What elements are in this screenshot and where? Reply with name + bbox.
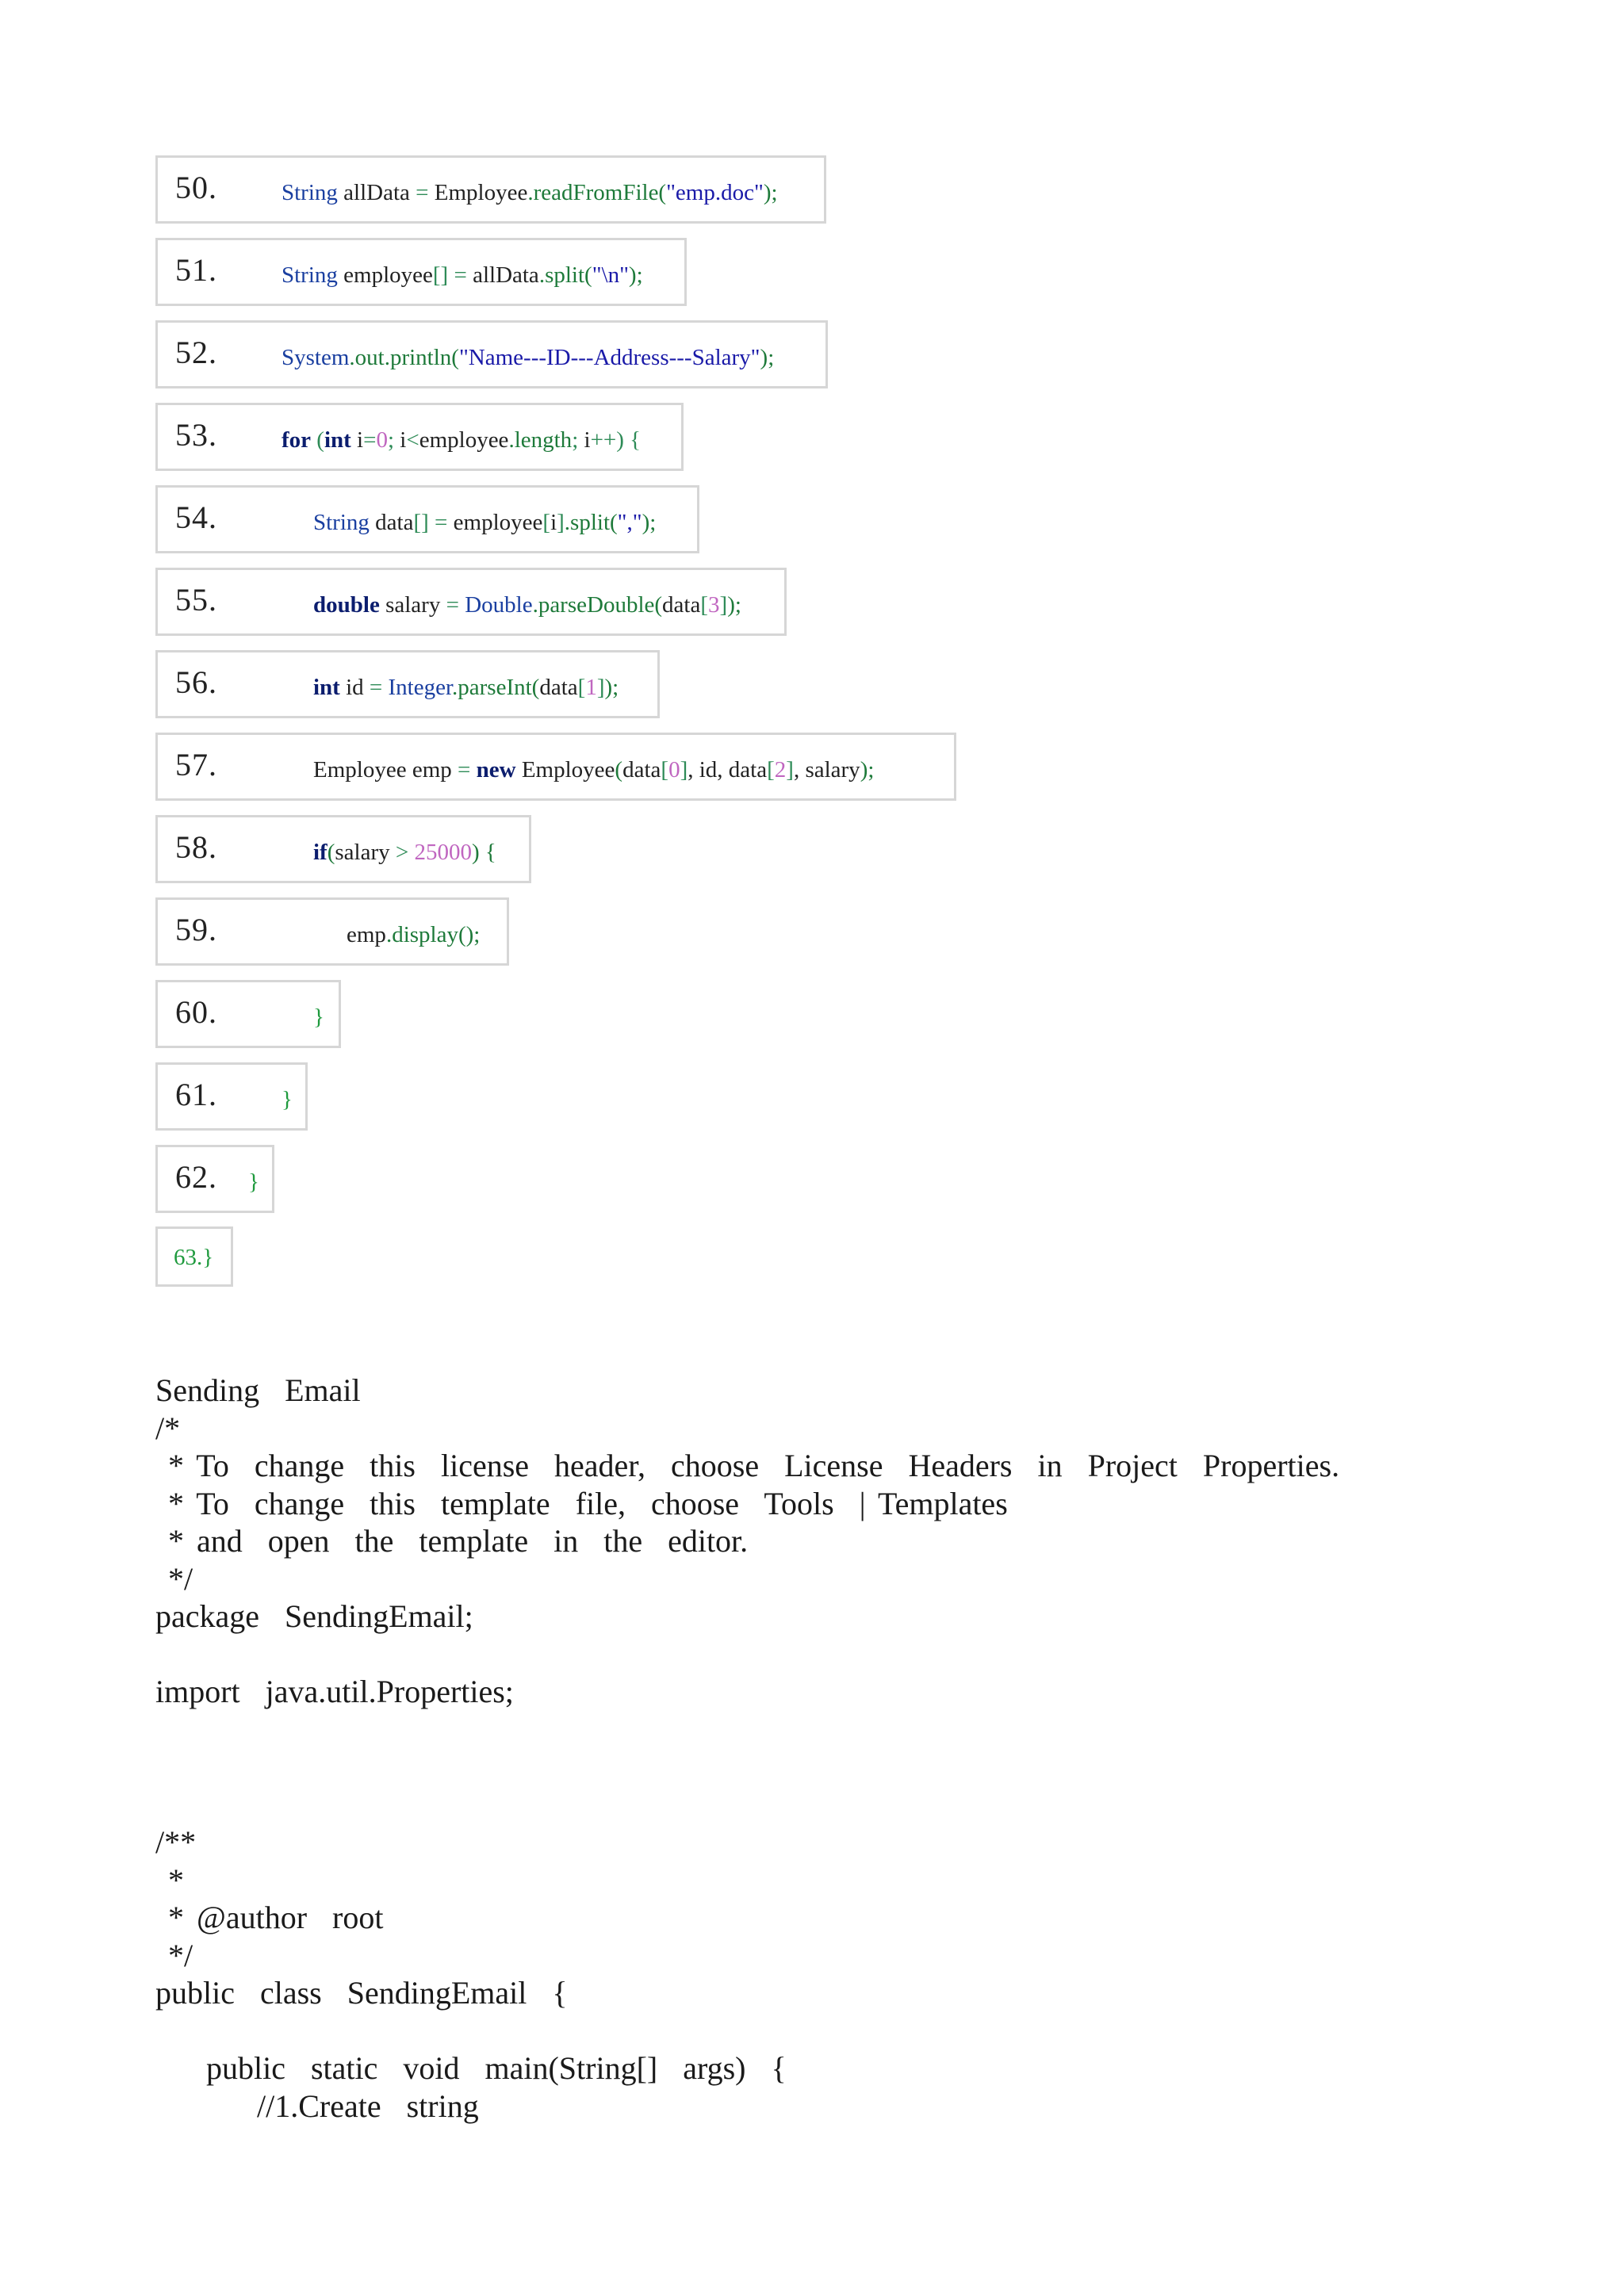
code-token: ]: [680, 757, 688, 783]
code-token: );: [628, 262, 643, 288]
doc-line: [155, 1711, 1503, 1749]
code-token: for: [282, 427, 312, 453]
code-line-63-text: 63.}: [174, 1245, 214, 1270]
code-token: 25000: [414, 840, 472, 865]
code-token: i: [394, 427, 407, 453]
code-token: , id, data: [688, 757, 768, 783]
code-token: [: [700, 592, 709, 618]
code-token: ]: [557, 510, 565, 535]
code-token: System: [282, 345, 350, 370]
code-token: Employee emp: [313, 757, 458, 783]
doc-line: /*: [155, 1410, 181, 1446]
code-token: [: [767, 757, 775, 783]
code-token: data: [369, 510, 414, 535]
code-token: (: [615, 757, 623, 783]
code-text: [313, 756, 874, 784]
code-token: <: [406, 427, 419, 453]
code-token: i: [350, 427, 364, 453]
doc-line: * and open the template in the editor.: [155, 1523, 749, 1559]
code-token: salary: [335, 840, 396, 865]
code-token: data: [539, 675, 578, 700]
code-token: ;: [572, 427, 579, 453]
code-token: Employee: [515, 757, 615, 783]
line-number: 57.: [175, 747, 217, 783]
code-text: [282, 178, 778, 207]
code-token: , salary: [793, 757, 860, 783]
code-token: emp: [347, 922, 386, 947]
code-token: id: [339, 675, 370, 700]
code-token: int: [324, 427, 351, 453]
code-line-51: [155, 238, 687, 306]
code-token: =: [435, 510, 448, 535]
code-line-50: [155, 155, 826, 224]
code-token: (: [327, 840, 335, 865]
code-text: [313, 1003, 324, 1031]
doc-line: [155, 1636, 1503, 1674]
line-number: 60.: [175, 994, 217, 1030]
code-token: []: [413, 510, 429, 535]
code-token: .length: [508, 427, 573, 453]
code-text: [313, 838, 496, 867]
doc-line: [155, 1748, 1503, 1786]
doc-line: [155, 1786, 1503, 1824]
code-token: ]: [786, 757, 794, 783]
code-token: =: [458, 757, 471, 783]
doc-line: * @author root: [155, 1900, 384, 1935]
code-token: ++) {: [590, 427, 642, 453]
code-text: [282, 343, 774, 372]
code-token: );: [760, 345, 775, 370]
code-token: allData: [466, 262, 539, 288]
doc-line: */: [155, 1560, 193, 1597]
code-token: }: [282, 1087, 293, 1112]
code-text: [282, 1085, 293, 1114]
code-text: [313, 508, 656, 537]
code-token: []: [432, 262, 449, 288]
code-token: >: [395, 840, 409, 865]
code-token: Integer: [388, 675, 453, 700]
code-line-59: [155, 897, 509, 966]
doc-line: */: [155, 1937, 193, 1973]
code-token: data: [662, 592, 701, 618]
code-token: [429, 510, 435, 535]
code-text: [282, 426, 641, 454]
code-token: );: [860, 757, 875, 783]
code-token: );: [727, 592, 741, 618]
code-line-53: [155, 403, 684, 471]
code-token: i: [578, 427, 591, 453]
code-token: ) {: [472, 840, 496, 865]
sending-email-section: [155, 1372, 1503, 2125]
doc-line: * To change this license header, choose License Headers in Project Properties.: [155, 1448, 1340, 1483]
code-line-52: [155, 320, 828, 388]
code-token: }: [248, 1169, 259, 1195]
doc-line: //1.Create string: [155, 2087, 479, 2124]
code-token: salary: [379, 592, 446, 618]
code-token: );: [604, 675, 619, 700]
line-number: 59.: [175, 912, 217, 947]
code-token: 2: [774, 757, 787, 783]
code-token: .display();: [385, 922, 481, 947]
code-line-55: [155, 568, 787, 636]
code-line-60: [155, 980, 341, 1048]
code-token: .out.println(: [349, 345, 459, 370]
code-token: [470, 757, 476, 783]
code-token: =: [363, 427, 377, 453]
code-token: =: [369, 675, 383, 700]
doc-line: public static void main(String[] args) {: [155, 2050, 787, 2086]
doc-line: public class SendingEmail {: [155, 1975, 568, 2011]
code-token: }: [313, 1004, 324, 1030]
line-number: 54.: [175, 499, 217, 535]
line-number: 62.: [175, 1159, 217, 1195]
code-token: if: [313, 840, 327, 865]
code-text: [248, 1168, 259, 1196]
line-number: 52.: [175, 335, 217, 370]
code-token: double: [313, 592, 380, 618]
doc-line: package SendingEmail;: [155, 1598, 473, 1634]
code-token: .parseInt(: [452, 675, 540, 700]
doc-line: /**: [155, 1824, 197, 1860]
code-token: 1: [585, 675, 597, 700]
code-token: [: [577, 675, 586, 700]
code-token: .parseDouble(: [532, 592, 663, 618]
code-text: [282, 261, 643, 289]
code-token: .split(: [564, 510, 618, 535]
line-number: 53.: [175, 417, 217, 453]
code-token: [382, 675, 388, 700]
code-token: String: [282, 180, 338, 205]
code-text: [313, 673, 619, 702]
code-token: [408, 840, 414, 865]
code-text: [313, 591, 741, 619]
code-token: ;: [387, 427, 395, 453]
code-line-62: [155, 1145, 274, 1213]
code-text: [347, 920, 480, 949]
code-token: ]: [596, 675, 605, 700]
line-number: 56.: [175, 664, 217, 700]
code-line-56: [155, 650, 660, 718]
code-token: ",": [617, 510, 642, 535]
code-token: 3: [708, 592, 720, 618]
code-token: String: [313, 510, 370, 535]
code-token: 0: [376, 427, 388, 453]
code-token: );: [763, 180, 778, 205]
code-token: .split(: [538, 262, 592, 288]
doc-line: [155, 2012, 1503, 2050]
code-token: =: [446, 592, 459, 618]
line-number: 50.: [175, 170, 217, 205]
code-token: data: [622, 757, 661, 783]
code-token: Double: [465, 592, 533, 618]
code-token: ]: [719, 592, 728, 618]
code-line-57: [155, 733, 956, 801]
code-token: );: [642, 510, 657, 535]
doc-line: * To change this template file, choose Tools | Templates: [155, 1485, 1008, 1521]
section-heading: Sending Email: [155, 1372, 361, 1408]
code-token: "emp.doc": [666, 180, 764, 205]
code-line-61: [155, 1062, 308, 1131]
code-token: int: [313, 675, 340, 700]
code-line-54: [155, 485, 699, 553]
code-token: [: [661, 757, 669, 783]
line-number: 61.: [175, 1077, 217, 1112]
code-token: new: [476, 757, 516, 783]
code-token: employee: [419, 427, 509, 453]
line-number: 55.: [175, 582, 217, 618]
code-token: .readFromFile(: [527, 180, 667, 205]
code-token: 0: [668, 757, 680, 783]
code-token: (: [316, 427, 324, 453]
code-token: employee: [337, 262, 433, 288]
line-number: 58.: [175, 829, 217, 865]
code-token: Employee: [428, 180, 528, 205]
code-token: [: [542, 510, 551, 535]
code-line-58: [155, 815, 531, 883]
code-token: =: [454, 262, 467, 288]
code-token: i: [550, 510, 557, 535]
doc-line: import java.util.Properties;: [155, 1674, 514, 1709]
code-token: =: [416, 180, 429, 205]
code-token: "Name---ID---Address---Salary": [458, 345, 760, 370]
code-token: employee: [447, 510, 543, 535]
code-token: "\n": [592, 262, 629, 288]
code-token: String: [282, 262, 338, 288]
doc-line: *: [155, 1862, 184, 1898]
code-token: allData: [337, 180, 416, 205]
code-line-63: [155, 1226, 233, 1287]
line-number: 51.: [175, 252, 217, 288]
